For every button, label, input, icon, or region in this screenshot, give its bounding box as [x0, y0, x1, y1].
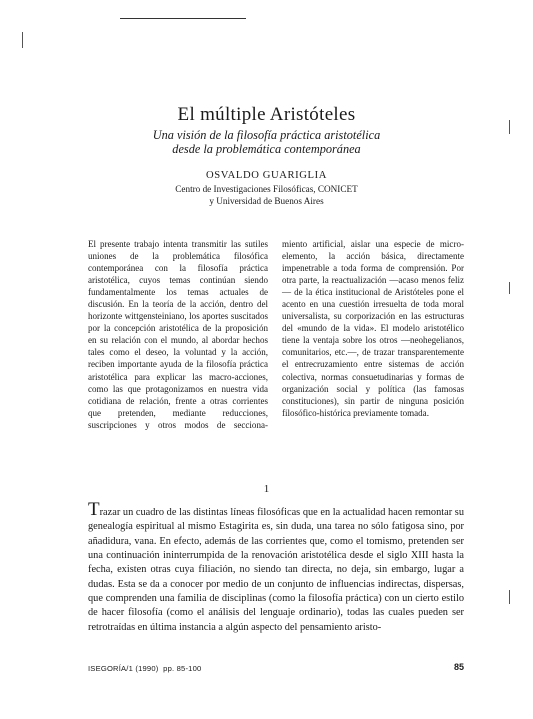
body-paragraph [88, 499, 464, 635]
article-title: El múltiple Aristóteles [177, 104, 356, 125]
page-range: pp. 85-100 [163, 664, 202, 673]
article-subtitle-line: desde la problemática contemporánea [172, 142, 361, 156]
drop-cap: T [88, 499, 100, 520]
left-margin-mark [22, 32, 23, 48]
author-name: OSVALDO GUARIGLIA [206, 170, 327, 181]
section-number: 1 [263, 483, 270, 495]
running-footer [88, 664, 201, 673]
top-rule [120, 18, 246, 19]
article-subtitle-line: Una visión de la filosofía práctica aristotélica [152, 128, 381, 142]
body-paragraph-text: razar un cuadro de las distintas líneas filosóficas que en la actualidad hacen remontar su genealogía espiritual al mismo Estagirita es, sin duda, una tarea no sólo fatigosa sino, por añadidura, vana. En efecto, además de las corrientes que, como el tomismo, pretenden ser una continuación ininterrumpida de la renovación aristotélica desde el siglo XIII hasta la fecha, existen otras cuya filiación, no siendo tan directa, no deja, sin embargo, lugar a dudas. Esta se da a conocer por medio de un conjunto de influencias indirectas, dispersas, que comprenden una familia de disciplinas (como la filosofía práctica) con un cierto estilo de hacer filosofía (como el análisis del lenguaje ordinario), todas las cuales pueden ser retrotraídas en última instancia a algún aspecto del pensamiento aristo- [88, 507, 464, 633]
author-affiliation-line: y Universidad de Buenos Aires [209, 196, 324, 206]
journal-reference: ISEGORÍA/1 (1990) [88, 664, 159, 673]
page-number: 85 [453, 662, 464, 672]
abstract-left-column: El presente trabajo intenta transmitir las sutiles uniones de la problemática filosófica contemporánea con la filosofía práctica aristotélica, cuyos temas continúan siendo fundamentalmente los temas actuales de discusión. En la teoría de la acción, dentro del horizonte wittgensteiniano, los aportes suscitados por la concepción aristotélica de la proposición en su relación con el mundo, al abordar hechos tales como el deseo, la voluntad y la acción, reciben importante ayuda de la filosofía práctica aristotélica para explicar las macro-acciones, como las que protagonizamos en nuestra vida cotidiana de relación, frente a otras corrientes que pretenden, mediante reducciones, suscripciones y otros modos de secciona- [88, 239, 268, 430]
right-margin-mark [509, 282, 510, 294]
abstract-right-column: miento artificial, aislar una especie de micro-elemento, la acción básica, directamente impenetrable a toda forma de comprensión. Por otra parte, la reactualización —acaso menos feliz— de la ética institucional de Aristóteles pone el acento en una cuestión irresuelta de toda moral universalista, su corporización en las estructuras del «mundo de la vida». El modelo aristotélico tiene la ventaja sobre los otros —neohegelianos, comunitarios, etc.—, de trazar transparentemente el entrecruzamiento entre sistemas de acción colectiva, normas consuetudinarias y formas de organización social y política (las famosas constituciones), sin partir de ninguna posición filosófico-histórica previamente tomada. [282, 239, 464, 418]
right-margin-mark [509, 590, 510, 604]
author-affiliation-line: Centro de Investigaciones Filosóficas, CONICET [175, 184, 358, 194]
